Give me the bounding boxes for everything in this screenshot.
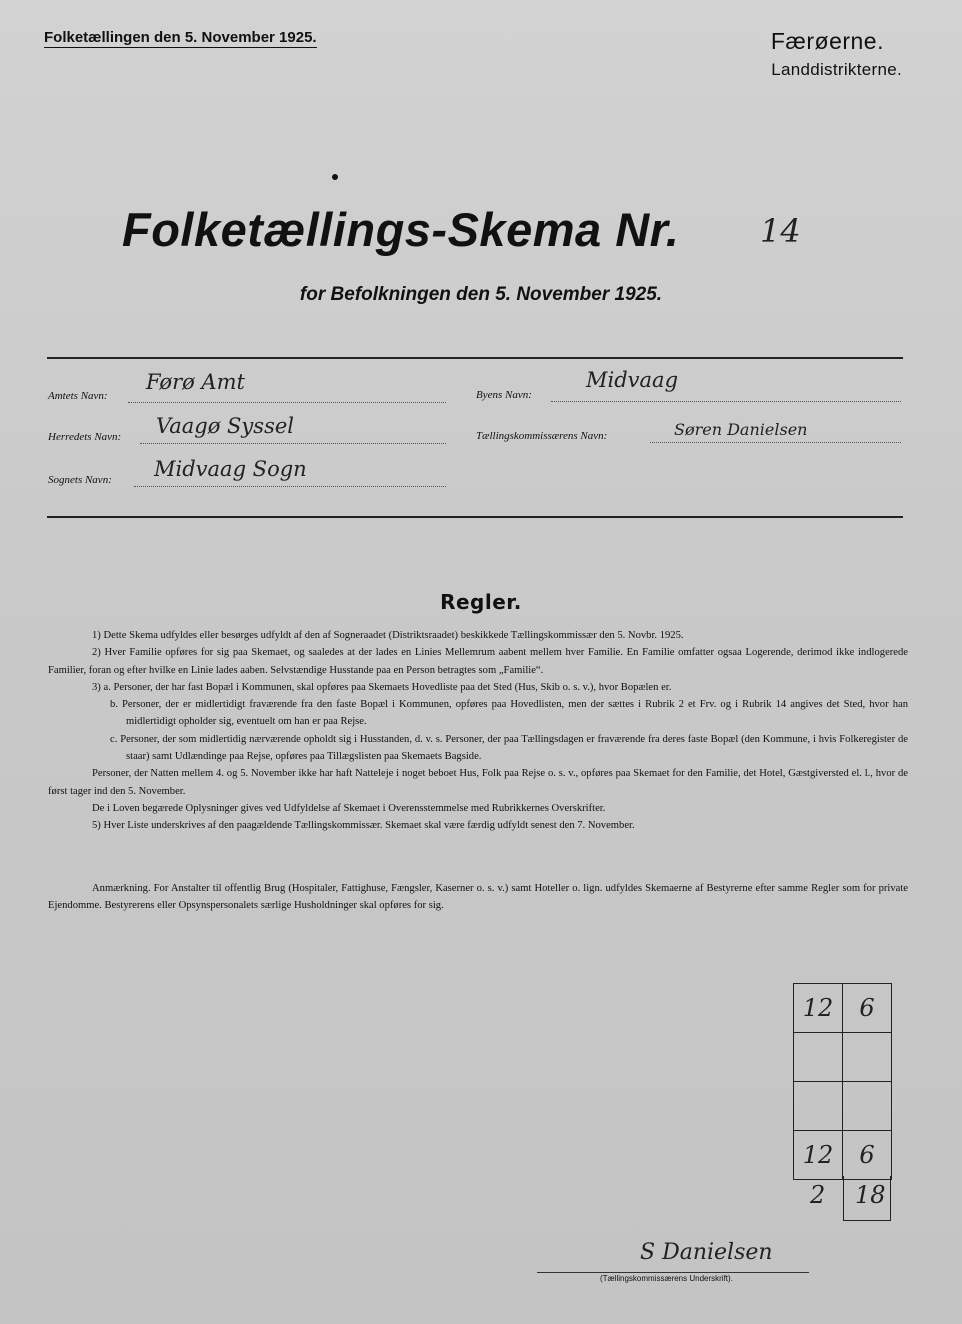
- tally-table: [793, 983, 892, 1180]
- rule-3d: Personer, der Natten mellem 4. og 5. November ikke har haft Natteleje i noget beboet Hus, Folk paa Rejse o. s. v., opføres paa Skemaet for den Familie, det Hotel, Gæstgiversted el. l., hvor de først tager ind den 5. November.: [48, 768, 908, 797]
- total-left: 2: [810, 1181, 826, 1209]
- tally-cell: [794, 1082, 843, 1131]
- region-header: Færøerne.: [770, 28, 884, 54]
- bottom-divider: [47, 516, 903, 518]
- herred-line: [140, 443, 446, 444]
- rule-5: 5) Hver Liste underskrives af den paagældende Tællingskommissær. Skemaet skal være færdig udfyldt senest den 7. November.: [92, 820, 635, 832]
- sogn-line: [134, 486, 446, 487]
- signature-line: [537, 1272, 809, 1273]
- tally-row: [794, 1131, 892, 1180]
- form-subtitle: for Befolkningen den 5. November 1925.: [299, 284, 663, 305]
- rules-heading: Regler.: [440, 590, 522, 614]
- rule-3a: 3) a. Personer, der har fast Bopæl i Kommunen, skal opføres paa Skemaets Hovedliste paa det Sted (Hus, Skib o. s. v.), hvor Bopælen er.: [92, 681, 672, 693]
- signature: S Danielsen: [640, 1240, 773, 1265]
- kommissaer-label: Tællingskommissærens Navn:: [476, 430, 608, 442]
- by-value: Midvaag: [586, 368, 679, 392]
- rule-3b: b. Personer, der er midlertidigt fraværende fra den faste Bopæl i Kommunen, opføres paa Hovedlisten, men der sættes i Rubrik 2 et Frv. og i Rubrik 14 angives det Sted, hvor han midlertidigt opholder sig, eventuelt om han er paa Rejse.: [110, 699, 908, 728]
- form-title: Folketællings-Skema Nr.: [122, 203, 680, 256]
- kommissaer-value: Søren Danielsen: [674, 420, 808, 439]
- top-divider: [47, 357, 903, 359]
- signature-caption: (Tællingskommissærens Underskrift).: [600, 1274, 733, 1283]
- herred-label: Herredets Navn:: [48, 431, 122, 443]
- census-date-header: Folketællingen den 5. November 1925.: [44, 29, 317, 46]
- tally-row: [794, 1082, 892, 1131]
- sogn-label: Sognets Navn:: [48, 474, 112, 486]
- by-line: [551, 401, 901, 402]
- tally-cell: 6: [843, 1131, 892, 1180]
- ink-dot: [332, 174, 338, 180]
- tally-cell: [843, 1082, 892, 1131]
- tally-cell: 12: [794, 984, 843, 1033]
- rule-1: 1) Dette Skema udfyldes eller besørges udfyldt af den af Sogneraadet (Distriktsraadet) beskikkede Tællingskommissær den 5. Novbr. 1925.: [92, 630, 684, 641]
- rule-2: 2) Hver Familie opføres for sig paa Skemaet, og saaledes at der lades en Linies Mellemrum aabent mellem hver Familie. En Familie omfatter ogsaa Logerende, derimod ikke indlogerede Familier, foran og efter hvilke en Linie lades aaben. Selvstændige Husstande paa en Person betragtes som „Familie“.: [48, 647, 908, 676]
- remark-text: Anmærkning. For Anstalter til offentlig Brug (Hospitaler, Fattighuse, Fængsler, Kaserner o. s. v.) samt Hoteller o. lign. udfyldes Skemaerne af Bestyrerne efter samme Regler som for private Ejendomme. Bestyrerens eller Opsynspersonalets særlige Husholdninger skal opføres for sig.: [48, 883, 908, 912]
- amt-value: Førø Amt: [146, 370, 245, 394]
- rule-4: De i Loven begærede Oplysninger gives ved Udfyldelse af Skemaet i Overensstemmelse med Rubrikkernes Overskrifter.: [92, 802, 606, 814]
- tally-cell: [843, 1033, 892, 1082]
- amt-label: Amtets Navn:: [48, 390, 108, 402]
- rules-text: [48, 627, 908, 835]
- by-label: Byens Navn:: [476, 389, 532, 401]
- tally-cell: [794, 1033, 843, 1082]
- tally-cell: 12: [794, 1131, 843, 1180]
- rule-3c: c. Personer, der som midlertidig nærværende opholdt sig i Husstanden, d. v. s. Personer, der paa Tællingsdagen er fraværende fra deres faste Bopæl (den Kommune, i hvis Folkeregister de staar) samt Udlændinge paa Rejse, opføres paa Tillægslisten paa Skemaets Bagside.: [110, 733, 908, 763]
- remark: [48, 880, 908, 915]
- kommissaer-line: [650, 442, 901, 443]
- amt-line: [128, 402, 446, 403]
- herred-value: Vaagø Syssel: [156, 414, 294, 438]
- district-header: Landdistrikterne.: [771, 60, 902, 79]
- tally-cell: 6: [843, 984, 892, 1033]
- sogn-value: Midvaag Sogn: [154, 457, 307, 481]
- total-right: 18: [855, 1181, 886, 1209]
- tally-row: [794, 1033, 892, 1082]
- tally-row: [794, 984, 892, 1033]
- form-number: 14: [760, 212, 801, 250]
